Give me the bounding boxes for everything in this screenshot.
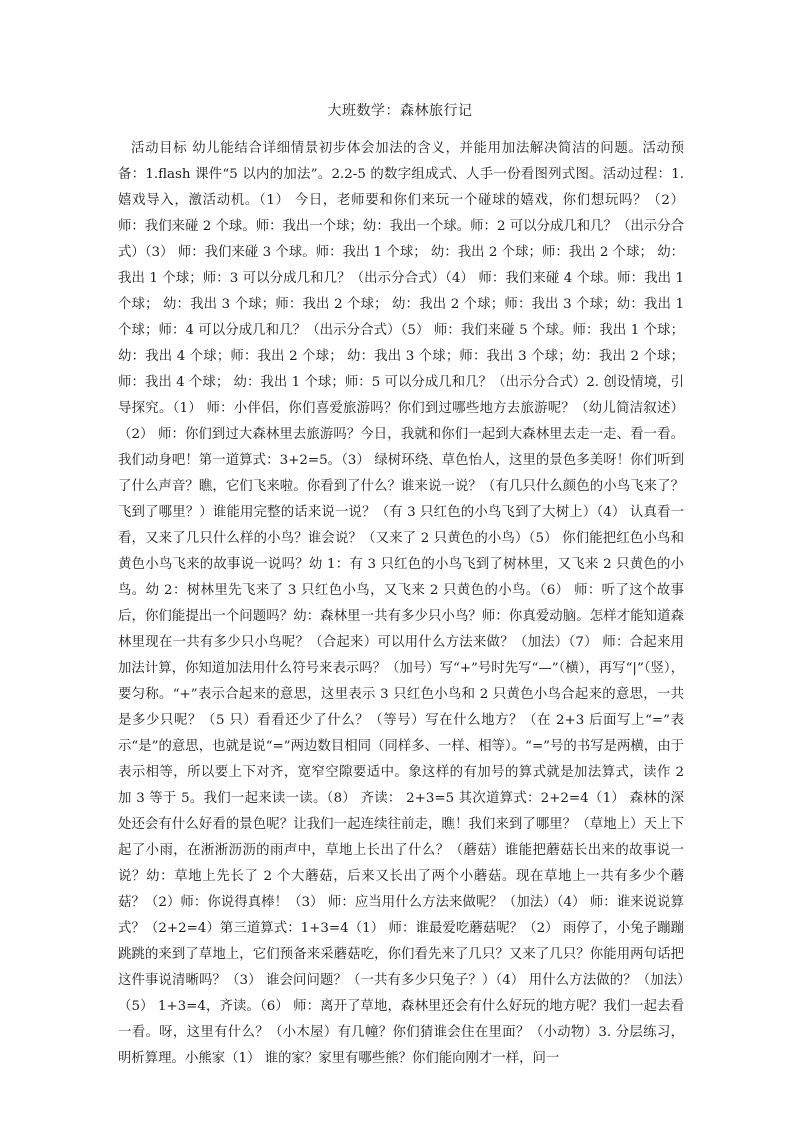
document-body: 活动目标 幼儿能结合详细情景初步体会加法的含义，并能用加法解决简洁的问题。活动预备：1.flash 课件“5 以内的加法”。2.2-5 的数字组成式、人手一份看图列式图。活动过程：1. 嬉戏导入，激活动机。（1） 今日，老师要和你们来玩一个碰球的嬉戏，你们想玩吗？（2） 师：我们来碰 2 个球。师：我出一个球；幼：我出一个球。师：2 可以分成几和几？（出示分合式）（3） 师：我们来碰 3 个球。师：我出 1 个球； 幼：我出 2 个球；师：我出 2 个球； 幼：我出 1 个球；师：3 可以分成几和几？（出示分合式）（4） 师：我们来碰 4 个球。师：我出 1 个球； 幼：我出 3 个球；师：我出 2 个球； 幼：我出 2 个球；师：我出 3 个球；幼：我出 1 个球；师：4 可以分成几和几？（出示分合式）（5） 师：我们来碰 5 个球。师：我出 1 个球； 幼：我出 4 个球；师：我出 2 个球； 幼：我出 3 个球；师：我出 3 个球；幼：我出 2 个球；师：我出 4 个球； 幼：我出 1 个球；师：5 可以分成几和几？（出示分合式）2. 创设情境，引导探究。（1） 师：小伴侣，你们喜爱旅游吗？你们到过哪些地方去旅游呢？（幼儿简洁叙述）（2） 师：你们到过大森林里去旅游吗？今日，我就和你们一起到大森林里去走一走、看一看。我们动身吧！第一道算式：3+2=5。（3） 绿树环绕、草色怡人，这里的景色多美呀！你们听到了什么声音？瞧，它们飞来啦。你看到了什么？谁来说一说？（有几只什么颜色的小鸟飞来了？飞到了哪里？）谁能用完整的话来说一说？（有 3 只红色的小鸟飞到了大树上）（4） 认真看一看，又来了几只什么样的小鸟？谁会说？（又来了 2 只黄色的小鸟）（5） 你们能把红色小鸟和黄色小鸟飞来的故事说一说吗？幼 1：有 3 只红色的小鸟飞到了树林里，又飞来 2 只黄色的小鸟。幼 2：树林里先飞来了 3 只红色小鸟，又飞来 2 只黄色的小鸟。（6） 师：听了这个故事后，你们能提出一个问题吗？幼：森林里一共有多少只小鸟？师：你真爱动脑。怎样才能知道森林里现在一共有多少只小鸟呢？（合起来）可以用什么方法来做？（加法）（7） 师：合起来用加法计算，你知道加法用什么符号来表示吗？（加号）写“+”号时先写“—”（横），再写“|”（竖），要匀称。“+”表示合起来的意思，这里表示 3 只红色小鸟和 2 只黄色小鸟合起来的意思，一共是多少只呢？（5 只）看看还少了什么？（等号）写在什么地方？（在 2+3 后面写上“=”表示“是”的意思，也就是说“=”两边数目相同（同样多、一样、相等）。“=”号的书写是两横，由于表示相等，所以要上下对齐，宽窄空隙要适中。象这样的有加号的算式就是加法算式，读作 2 加 3 等于 5。我们一起来读一读。（8） 齐读： 2+3=5 其次道算式：2+2=4（1） 森林的深处还会有什么好看的景色呢？让我们一起连续往前走，瞧！我们来到了哪里？（草地上）天上下起了小雨，在淅淅沥沥的雨声中，草地上长出了什么？（蘑菇）谁能把蘑菇长出来的故事说一说？幼：草地上先长了 2 个大蘑菇，后来又长出了两个小蘑菇。现在草地上一共有多少个蘑菇？（2）师：你说得真棒！（3） 师：应当用什么方法来做呢？（加法）（4） 师：谁来说说算式？（2+2=4）第三道算式：1+3=4（1） 师：谁最爱吃蘑菇呢？（2） 雨停了，小兔子蹦蹦跳跳的来到了草地上，它们预备来采蘑菇吃，你们看先来了几只？又来了几只？你能用两句话把这件事说清晰吗？（3） 谁会问问题？（一共有多少只兔子？）（4） 用什么方法做的？（加法）（5） 1+3=4，齐读。（6） 师：离开了草地，森林里还会有什么好玩的地方呢？我们一起去看一看。呀，这里有什么？（小木屋）有几幢？你们猜谁会住在里面？（小动物）3. 分层练习，明析算理。小熊家（1） 谁的家？家里有哪些熊？你们能向刚才一样，问一: [118, 141, 684, 1066]
document-title: 大班数学：森林旅行记: [327, 103, 473, 119]
